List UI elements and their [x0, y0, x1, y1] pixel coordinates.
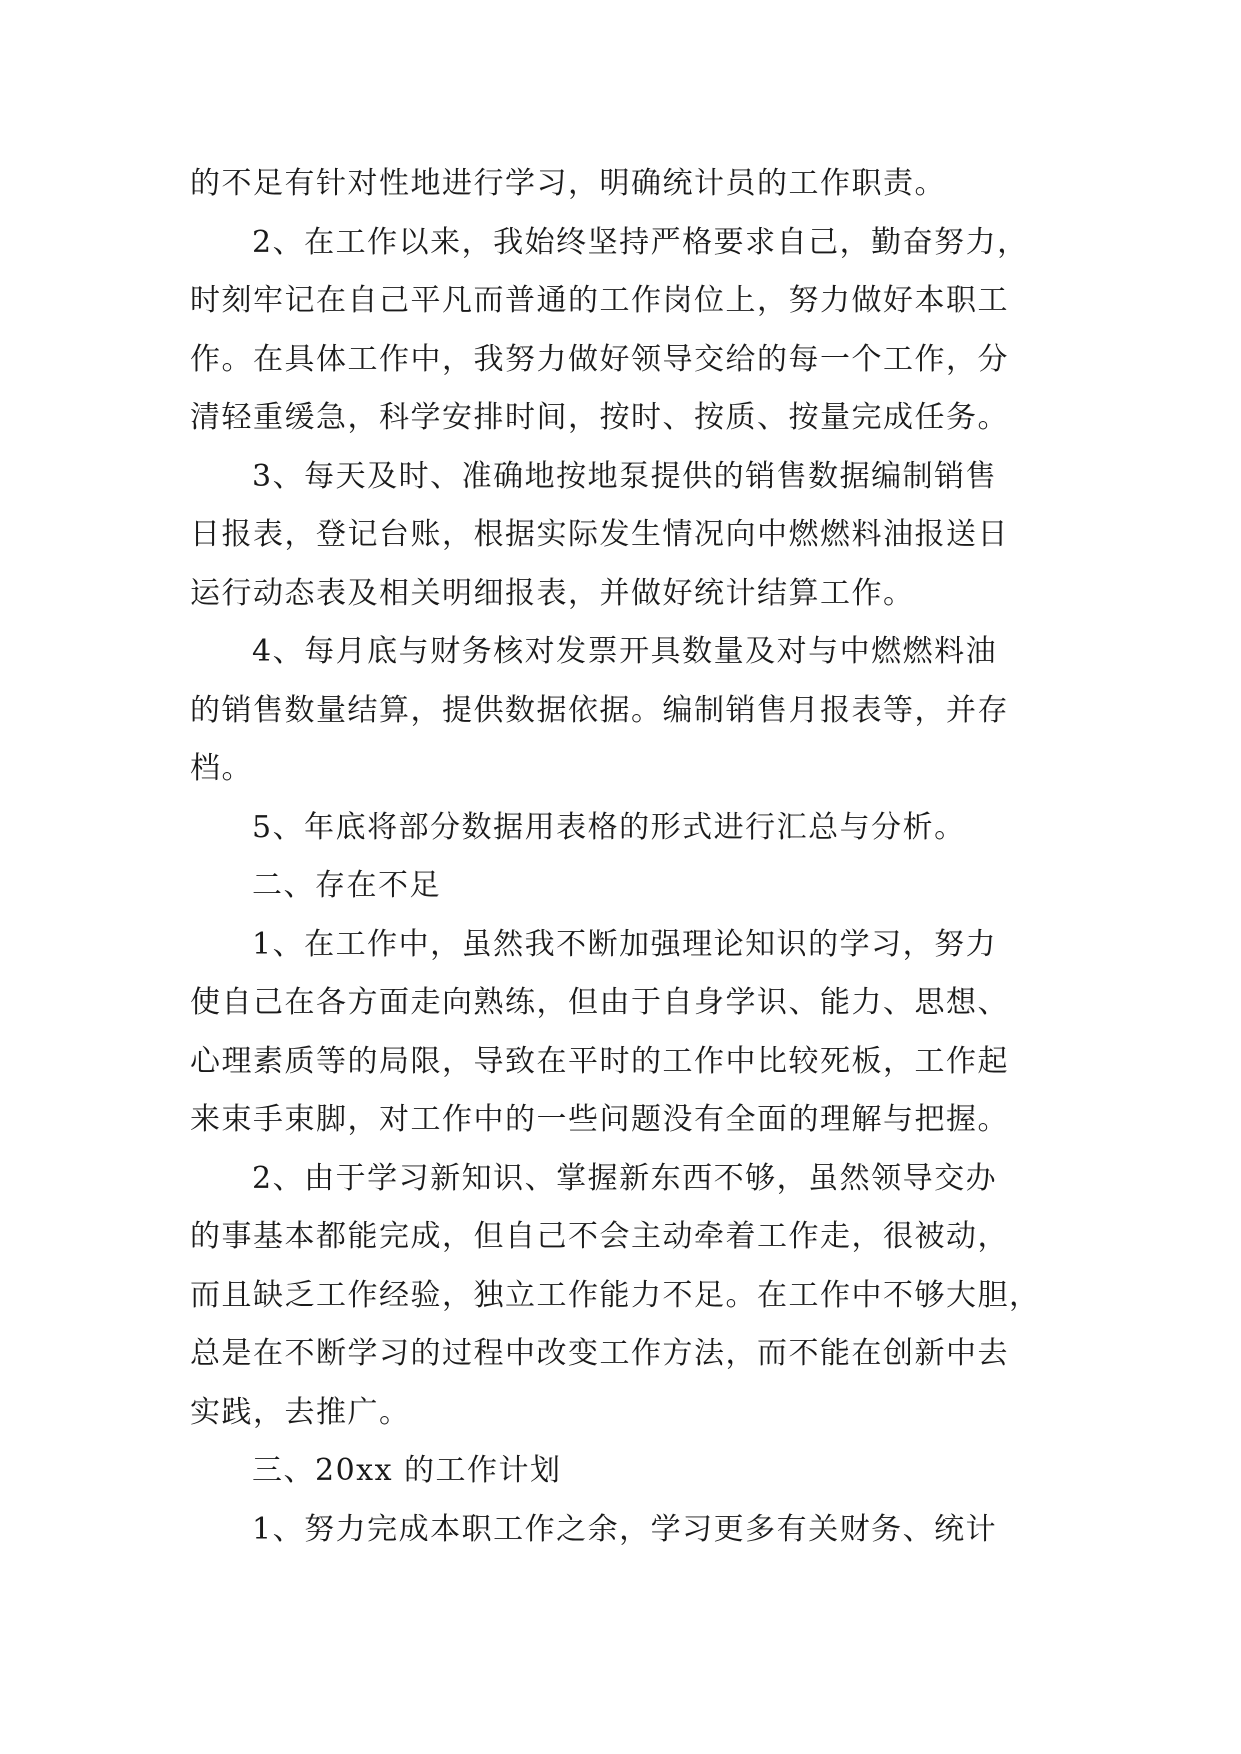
text-line: 作。在具体工作中，我努力做好领导交给的每一个工作，分 — [190, 341, 1009, 377]
text-line: 二、存在不足 — [252, 868, 441, 903]
text-line: 的销售数量结算，提供数据依据。编制销售月报表等，并存 — [190, 692, 1009, 728]
text-line: 时刻牢记在自己平凡而普通的工作岗位上，努力做好本职工 — [190, 283, 1009, 318]
paragraph — [190, 214, 1080, 448]
text-line: 2、在工作以来，我始终坚持严格要求自己，勤奋努力， — [252, 224, 1029, 260]
text-line: 实践，去推广。 — [190, 1394, 411, 1430]
paragraph — [190, 623, 1080, 799]
text-line: 3、每天及时、准确地按地泵提供的销售数据编制销售 — [252, 458, 998, 494]
paragraph — [190, 799, 1080, 858]
text-line: 日报表，登记台账，根据实际发生情况向中燃燃料油报送日 — [190, 517, 1009, 552]
text-line: 总是在不断学习的过程中改变工作方法，而不能在创新中去 — [190, 1336, 1009, 1371]
text-line: 1、在工作中，虽然我不断加强理论知识的学习，努力 — [252, 926, 998, 962]
paragraph — [190, 1150, 1080, 1443]
text-line: 来束手束脚，对工作中的一些问题没有全面的理解与把握。 — [190, 1102, 1009, 1137]
text-line: 三、20xx 的工作计划 — [252, 1453, 562, 1488]
text-line: 使自己在各方面走向熟练，但由于自身学识、能力、思想、 — [190, 985, 1009, 1020]
paragraph — [190, 1442, 1080, 1501]
text-line: 心理素质等的局限，导致在平时的工作中比较死板，工作起 — [190, 1043, 1009, 1079]
text-line: 5、年底将部分数据用表格的形式进行汇总与分析。 — [252, 809, 966, 845]
text-line: 的不足有针对性地进行学习，明确统计员的工作职责。 — [190, 166, 946, 201]
paragraph — [190, 1501, 1080, 1560]
text-line: 1、努力完成本职工作之余，学习更多有关财务、统计 — [252, 1511, 998, 1547]
text-line: 2、由于学习新知识、掌握新东西不够，虽然领导交办 — [252, 1160, 998, 1196]
text-line: 运行动态表及相关明细报表，并做好统计结算工作。 — [190, 575, 915, 611]
paragraph — [190, 916, 1080, 1150]
paragraph — [190, 857, 1080, 916]
document-body — [190, 155, 1080, 1559]
paragraph — [190, 448, 1080, 624]
paragraph — [190, 155, 1080, 214]
text-line: 4、每月底与财务核对发票开具数量及对与中燃燃料油 — [252, 634, 998, 669]
text-line: 的事基本都能完成，但自己不会主动牵着工作走，很被动， — [190, 1219, 1009, 1254]
text-line: 而且缺乏工作经验，独立工作能力不足。在工作中不够大胆， — [190, 1277, 1041, 1313]
text-line: 清轻重缓急，科学安排时间，按时、按质、按量完成任务。 — [190, 400, 1009, 435]
text-line: 档。 — [190, 751, 253, 786]
